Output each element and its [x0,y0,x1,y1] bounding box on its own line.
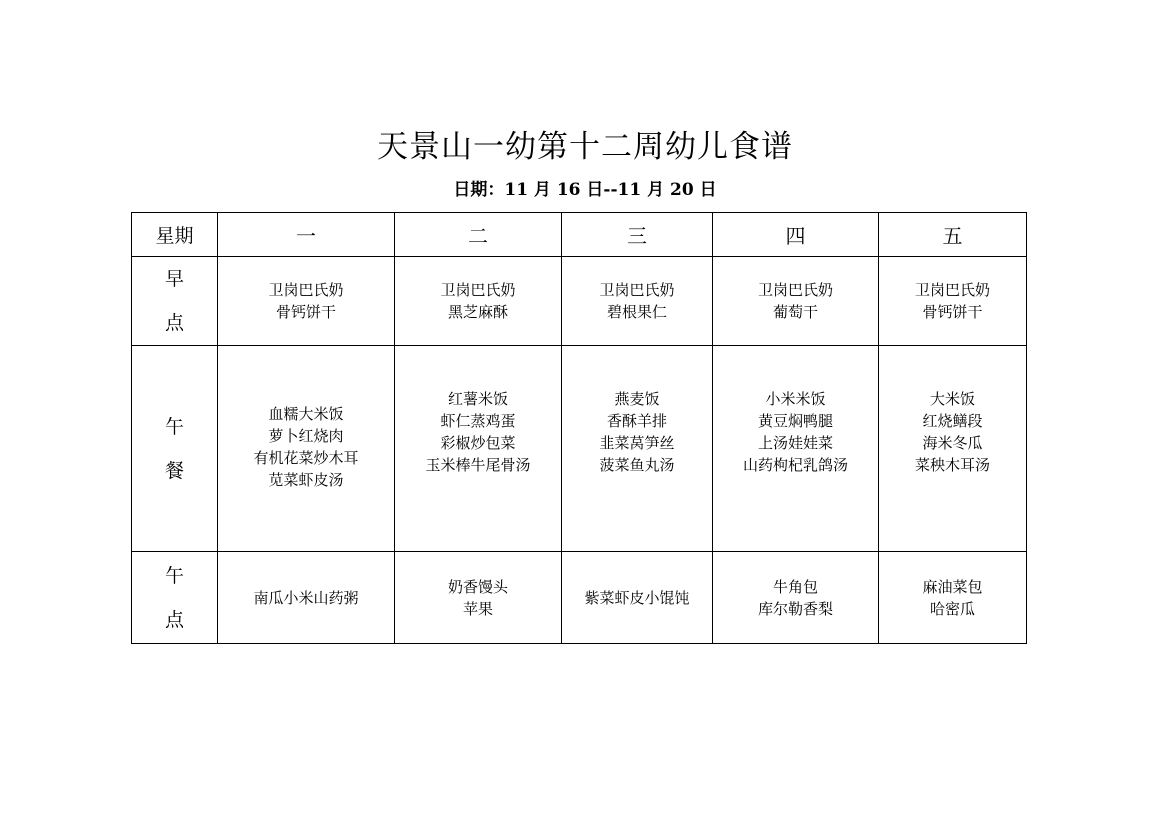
dish: 山药枸杞乳鸽汤 [742,455,848,474]
lunch-wed [562,346,713,552]
dish: 奶香馒头 [447,577,508,596]
dish: 黑芝麻酥 [447,303,508,321]
lunch-mon [218,346,395,552]
dish: 有机花菜炒木耳 [253,448,359,467]
dish: 哈密瓜 [929,599,975,618]
lunch-row [132,346,1027,552]
dish: 彩椒炒包菜 [440,433,516,452]
day-header-fri: 五 [879,213,1027,257]
dish: 菠菜鱼丸汤 [599,455,675,474]
dish: 葡萄干 [772,303,818,321]
breakfast-mon [218,257,395,346]
dish: 红烧鳝段 [922,411,983,430]
dish: 海米冬瓜 [922,433,983,452]
dish: 骨钙饼干 [275,303,336,321]
dish: 韭菜莴笋丝 [599,433,675,452]
breakfast-wed [562,257,713,346]
page-title: 天景山一幼第十二周幼儿食谱 [377,129,793,165]
snack-thu [713,552,879,644]
dish: 苹果 [462,599,493,618]
breakfast-row [132,257,1027,346]
weekday-header: 星期 [132,213,218,257]
lunch-fri [879,346,1027,552]
dish: 紫菜虾皮小馄饨 [584,588,690,607]
breakfast-thu [713,257,879,346]
dish: 苋菜虾皮汤 [268,470,344,489]
dish: 碧根果仁 [606,303,667,321]
day-header-wed: 三 [562,213,713,257]
dish: 骨钙饼干 [922,303,983,321]
dish: 红薯米饭 [447,389,508,408]
dish: 牛角包 [772,577,818,596]
dish: 卫岗巴氏奶 [757,281,833,299]
menu-table [131,212,1027,644]
dish: 库尔勒香梨 [757,599,833,618]
dish: 上汤娃娃菜 [757,433,833,452]
dish: 卫岗巴氏奶 [440,281,516,299]
dish: 玉米棒牛尾骨汤 [425,455,531,474]
dish: 卫岗巴氏奶 [268,281,344,299]
dish: 萝卜红烧肉 [268,426,344,445]
breakfast-fri [879,257,1027,346]
date-range: 日期：11 月 16 日--11 月 20 日 [453,180,717,200]
lunch-thu [713,346,879,552]
dish: 菜秧木耳汤 [914,455,990,474]
breakfast-tue [395,257,562,346]
snack-mon [218,552,395,644]
snack-row [132,552,1027,644]
lunch-tue [395,346,562,552]
lunch-label: 午 餐 [132,346,218,552]
dish: 燕麦饭 [614,389,660,408]
dish: 小米米饭 [765,389,826,408]
snack-wed [562,552,713,644]
dish: 虾仁蒸鸡蛋 [440,411,516,430]
day-header-mon: 一 [218,213,395,257]
day-header-tue: 二 [395,213,562,257]
dish: 麻油菜包 [922,577,983,596]
dish: 卫岗巴氏奶 [599,281,675,299]
dish: 卫岗巴氏奶 [914,281,990,299]
dish: 血糯大米饭 [268,404,344,423]
snack-tue [395,552,562,644]
snack-label: 午 点 [132,552,218,644]
day-header-thu: 四 [713,213,879,257]
dish: 南瓜小米山药粥 [253,588,359,607]
dish: 香酥羊排 [606,411,667,430]
dish: 大米饭 [929,389,975,408]
breakfast-label: 早 点 [132,257,218,346]
snack-fri [879,552,1027,644]
dish: 黄豆焖鸭腿 [757,411,833,430]
header-row [132,213,1027,257]
